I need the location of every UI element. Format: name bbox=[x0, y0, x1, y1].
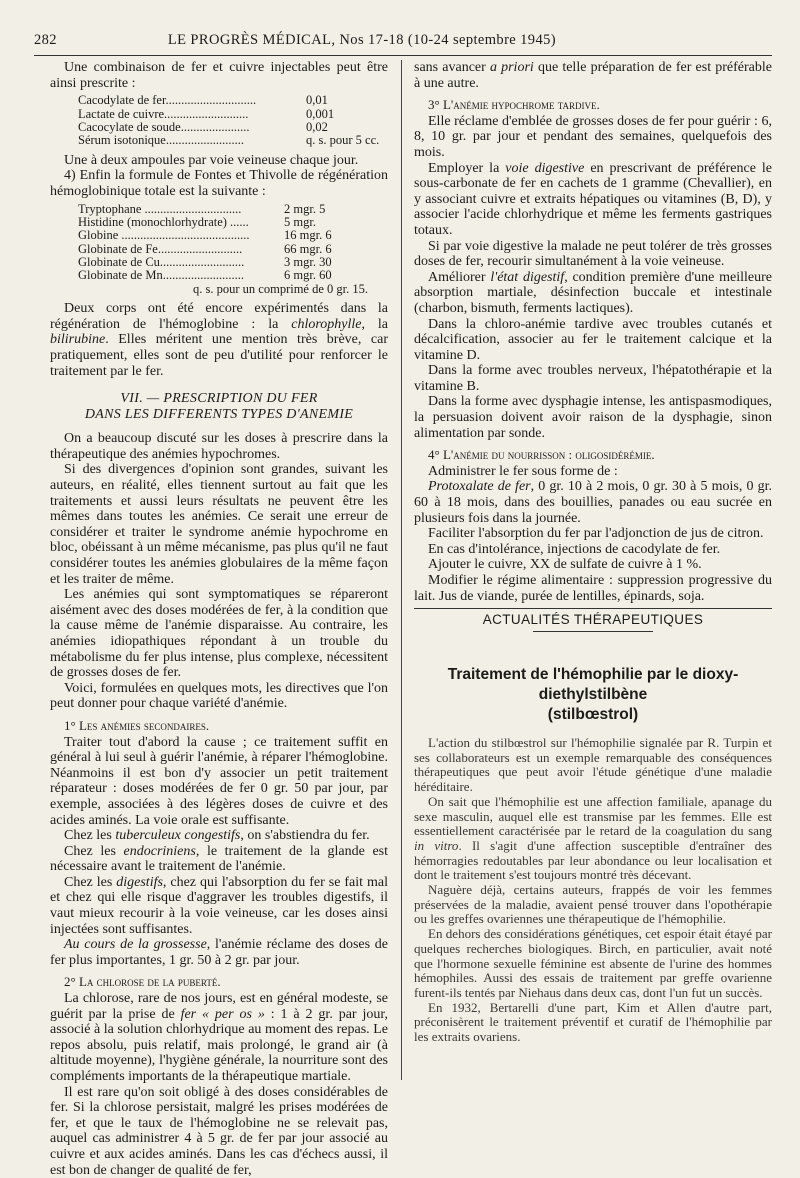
text: Chez les bbox=[64, 874, 117, 890]
paragraph: Voici, formulées en quelques mots, les directives que l'on peut donner pour chaque variété d'anémie. bbox=[50, 680, 388, 712]
formula-label: Globine ......................................... bbox=[78, 228, 250, 243]
formula-row bbox=[78, 203, 388, 216]
formula-row bbox=[78, 94, 388, 107]
formula-value: 2 mgr. 5 bbox=[284, 201, 326, 216]
article-title-line: Traitement de l'hémophilie par le dioxy-diethylstilbène bbox=[447, 666, 739, 703]
formula-row bbox=[78, 256, 388, 269]
paragraph: Modifier le régime alimentaire : suppression progressive du lait. Jus de viande, purée de lentilles, épinards, soja. bbox=[414, 573, 772, 604]
italic-term: a priori bbox=[489, 60, 534, 75]
formula-label: Cacodylate de fer............................. bbox=[78, 93, 257, 108]
text: que telle préparation de fer est préférable à une autre. bbox=[414, 60, 772, 91]
formula-label: Lactate de cuivre........................... bbox=[78, 106, 249, 121]
section-end-rule bbox=[414, 608, 772, 609]
text: . Il s'agit d'une affection susceptible d'entraîner des hémorragies redoutables par leur abondance ou leur localisation et dont le traitement s'est toujours montré très décevant. bbox=[414, 837, 772, 883]
text: Deux corps ont été encore expérimentés dans la régénération de l'hémoglobine : la bbox=[50, 301, 388, 332]
paragraph: Une combinaison de fer et cuivre injectables peut être ainsi prescrite : bbox=[50, 60, 388, 91]
subheading: 1° Les anémies secondaires. bbox=[64, 717, 210, 733]
paragraph: Traiter tout d'abord la cause ; ce traitement suffit en général à lui seul à guérir l'anémie, à réparer l'hémoglobine. Néanmoins il est bon d'y associer un petit traitement réparateur : doses modérées de fer 0 gr. 50 par jour, par exemple, associées à des légères doses de cuivre et des acides aminés. La voie orale est suffisante. bbox=[50, 734, 388, 828]
italic-term: fer « per os » bbox=[180, 1006, 265, 1022]
formula-row bbox=[78, 216, 388, 229]
formula-row bbox=[78, 269, 388, 282]
text: : 1 à 2 gr. par jour, associé à la solution chlorhydrique au moment des repas. Le repos absolu, puis relatif, mais prolongé, le grand air (à altitude moyenne), l'hygiène générale, la nourriture sont des compléments importants de la thérapeutique martiale. bbox=[50, 1006, 388, 1084]
header-rule bbox=[34, 55, 772, 56]
paragraph bbox=[414, 60, 772, 91]
formula-value: 0,02 bbox=[306, 119, 328, 134]
article-body bbox=[414, 736, 772, 1045]
section-heading bbox=[50, 391, 388, 423]
paragraph: Dans la forme avec troubles nerveux, l'hépatothérapie et la vitamine B. bbox=[414, 363, 772, 394]
italic-term: endocriniens bbox=[123, 843, 196, 859]
formula-row bbox=[78, 134, 388, 147]
text: sans avancer bbox=[414, 60, 490, 75]
italic-term: Protoxalate de fer bbox=[428, 479, 531, 495]
article-title bbox=[414, 665, 772, 725]
formula-label: Tryptophane ............................... bbox=[78, 201, 242, 216]
rubric-title: ACTUALITÉS THÉRAPEUTIQUES bbox=[482, 612, 704, 627]
formula-value: 0,001 bbox=[306, 106, 335, 121]
formula-tail: q. s. pour un comprimé de 0 gr. 15. bbox=[193, 281, 368, 296]
formula-table-2 bbox=[78, 203, 388, 297]
formula-value: 66 mgr. 6 bbox=[284, 241, 332, 256]
paragraph: Naguère déjà, certains auteurs, frappés de voir les femmes préservées de la maladie, avaient pensé trouver dans l'opothérapie ou les greffes ovariennes une thérapeutique de l'hémophilie. bbox=[414, 882, 772, 927]
italic-term: chlorophylle bbox=[291, 316, 362, 332]
paragraph bbox=[50, 301, 388, 379]
text: en prescrivant de préférence le sous-carbonate de fer en cachets de 1 gramme (Chevallier), en y associant cuivre et extraits hépatiques ou vitamines (B, D), y associer l'acide chlorhydrique et même les ferments gastriques totaux. bbox=[414, 160, 773, 238]
paragraph: En cas d'intolérance, injections de cacodylate de fer. bbox=[428, 541, 721, 557]
formula-value: 0,01 bbox=[306, 93, 328, 108]
formula-label: Cacocylate de soude...................... bbox=[78, 119, 250, 134]
formula-table-1 bbox=[78, 94, 388, 148]
article-title-line: (stilbœstrol) bbox=[547, 706, 639, 723]
paragraph: Elle réclame d'emblée de grosses doses de fer pour guérir : 6, 8, 10 gr. par jour et pendant des semaines, quelquefois des mois. bbox=[414, 113, 772, 160]
formula-value: q. s. pour 5 cc. bbox=[306, 133, 380, 148]
formula-value: 16 mgr. 6 bbox=[284, 228, 332, 243]
running-header bbox=[34, 32, 770, 50]
text: On sait que l'hémophilie est une affection familiale, apanage du sexe masculin, auquel elle est transmise par les femmes. Elle est essentiellement caractérisée par le retard de la coagulation du sang bbox=[414, 793, 772, 839]
formula-label: Globinate de Mn.......................... bbox=[78, 268, 244, 283]
formula-row bbox=[78, 108, 388, 121]
formula-label: Globinate de Cu........................... bbox=[78, 255, 245, 270]
paragraph: Dans la forme avec dysphagie intense, les antispasmodiques, la persuasion doivent avoir raison de la dysphagie, sinon alimentation par sonde. bbox=[414, 394, 772, 441]
paragraph: Dans la chloro-anémie tardive avec troubles cutanés et décalcification, associer au fer le traitement calcique et la vitamine D. bbox=[414, 316, 772, 363]
paragraph bbox=[414, 479, 772, 526]
right-column bbox=[414, 60, 772, 609]
rubric-heading bbox=[414, 612, 772, 632]
paragraph: L'action du stilbœstrol sur l'hémophilie signalée par R. Turpin et ses collaborateurs est un exemple remarquable des conséquences thérapeutiques que peut avoir l'étude génétique d'une maladie héréditaire. bbox=[414, 735, 772, 795]
paragraph: Faciliter l'absorption du fer par l'adjonction de jus de citron. bbox=[428, 526, 764, 542]
text: , l'anémie réclame des doses de fer plus importantes, 1 gr. 50 à 2 gr. par jour. bbox=[50, 937, 388, 968]
formula-value: 5 mgr. bbox=[284, 214, 316, 229]
text: , chez qui l'absorption du fer se fait mal et chez qui elle risque d'aggraver les troubles digestifs, il vaut mieux recourir à la voie veineuse, car les doses ainsi injectées sont suffisantes. bbox=[50, 874, 388, 937]
page-number: 282 bbox=[34, 32, 57, 48]
formula-label: Sérum isotonique......................... bbox=[78, 133, 244, 148]
paragraph: 4) Enfin la formule de Fontes et Thivolle de régénération hémoglobinique totale est la suivante : bbox=[50, 168, 388, 199]
italic-term: Au cours de la grossesse bbox=[64, 937, 207, 953]
column-divider bbox=[401, 60, 402, 1080]
running-title: LE PROGRÈS MÉDICAL, Nos 17-18 (10-24 septembre 1945) bbox=[167, 32, 556, 48]
text: Chez les bbox=[64, 843, 124, 859]
section-heading-line: VII. — PRESCRIPTION DU FER bbox=[120, 391, 318, 407]
italic-term: l'état digestif bbox=[490, 269, 565, 285]
paragraph bbox=[414, 795, 772, 883]
rubric-underline bbox=[533, 631, 653, 632]
paragraph bbox=[50, 991, 388, 1085]
subheading: 4° L'anémie du nourrisson : oligosidérémie. bbox=[428, 447, 655, 463]
subheading: 3° L'anémie hypochrome tardive. bbox=[428, 97, 600, 113]
italic-term: voie digestive bbox=[505, 160, 585, 176]
italic-term: tuberculeux congestifs bbox=[115, 828, 241, 844]
paragraph bbox=[50, 828, 388, 844]
text: Chez les bbox=[64, 828, 116, 844]
formula-label: Histidine (monochlorhydrate) ...... bbox=[78, 214, 249, 229]
text: , 0 gr. 10 à 2 mois, 0 gr. 30 à 5 mois, 0 gr. 60 à 18 mois, dans des bouillies, panades ou eau sucrée en plusieurs fois dans la journée. bbox=[414, 479, 772, 526]
left-column bbox=[50, 60, 388, 1178]
formula-value: 3 mgr. 30 bbox=[284, 255, 332, 270]
text: . Elles méritent une mention très brève, car pratiquement, elles sont de peu d'utilité pour renforcer le traitement par le fer. bbox=[50, 332, 388, 379]
text: , le traitement de la glande est nécessaire avant le traitement de l'anémie. bbox=[50, 843, 388, 875]
paragraph: Si par voie digestive la malade ne peut tolérer de très grosses doses de fer, recourir simultanément à la voie veineuse. bbox=[414, 238, 772, 270]
subheading: 2° La chlorose de la puberté. bbox=[64, 974, 221, 990]
paragraph: Il est rare qu'on soit obligé à des doses considérables de fer. Si la chlorose persistait, malgré les prises modérées de fer, et que le taux de l'hémoglobine ne se relevait pas, auquel cas administrer 4 à 5 gr. de fer par jour associé au cuivre et aux acides aminés. Dans les cas d'échecs aussi, il est bon de changer de qualité de fer, bbox=[50, 1084, 388, 1178]
formula-row bbox=[78, 243, 388, 256]
paragraph: Une à deux ampoules par voie veineuse chaque jour. bbox=[64, 152, 359, 168]
paragraph: En dehors des considérations génétiques, cet espoir était étayé par quelques recherches biologiques. Birch, en particulier, avait noté que l'hormone sexuelle féminine est absente de l'urine des hommes hémophiles. Aussi des essais de traitement par greffe ovarienne furent-ils tentés par Niehaus dans deux cas, dont l'un fut un succès. bbox=[414, 926, 772, 1000]
section-heading-line: DANS LES DIFFERENTS TYPES D'ANEMIE bbox=[84, 407, 354, 423]
paragraph: On a beaucoup discuté sur les doses à prescrire dans la thérapeutique des anémies hypochromes. bbox=[50, 431, 388, 462]
italic-term: in vitro bbox=[414, 837, 459, 853]
text: , on s'abstiendra du fer. bbox=[240, 828, 370, 844]
text: Employer la bbox=[428, 160, 506, 176]
formula-row bbox=[78, 121, 388, 134]
text: Améliorer bbox=[428, 269, 491, 285]
formula-value: 6 mgr. 60 bbox=[284, 268, 332, 283]
paragraph: En 1932, Bertarelli d'une part, Kim et Allen d'autre part, préconisèrent le traitement préventif et curatif de l'hémophilie par les extraits ovariens. bbox=[414, 999, 772, 1045]
text: , la bbox=[361, 316, 388, 332]
paragraph bbox=[50, 844, 388, 875]
text: , condition première d'une meilleure absorption martiale, désinfection buccale et intestinale (charbon, bismuth, ferments lactiques). bbox=[414, 269, 772, 316]
paragraph: Les anémies qui sont symptomatiques se répareront aisément avec des doses modérées de fer, à la condition que la cause même de l'anémie disparaisse. Au contraire, les anémies idiopathiques répondant à un trouble du métabolisme du fer plus intense, plus complexe, nécessitent de grosses doses de fer. bbox=[50, 587, 388, 681]
formula-label: Globinate de Fe........................... bbox=[78, 241, 243, 256]
text: La chlorose, rare de nos jours, est en général modeste, se guérit par la prise de bbox=[50, 991, 388, 1022]
paragraph: Ajouter le cuivre, XX de sulfate de cuivre à 1 %. bbox=[428, 557, 702, 573]
paragraph: Administrer le fer sous forme de : bbox=[428, 463, 618, 479]
paragraph bbox=[50, 875, 388, 937]
formula-row bbox=[78, 229, 388, 242]
paragraph bbox=[50, 937, 388, 968]
italic-term: bilirubine bbox=[50, 332, 106, 348]
italic-term: digestifs bbox=[116, 874, 163, 890]
paragraph bbox=[414, 270, 772, 317]
paragraph: Si des divergences d'opinion sont grandes, suivant les auteurs, en réalité, elles tiennent surtout au fait que les traitements et aussi leurs résultats ne peuvent être les mêmes dans toutes les anémies. Ce serait une erreur de considérer et traiter le syndrome anémie hypochrome en bloc, obéissant à un même mécanisme, pas plus qu'il ne faut considérer toutes les anémies globulaires de la même façon et les traiter de même. bbox=[50, 462, 388, 587]
paragraph bbox=[414, 161, 772, 239]
